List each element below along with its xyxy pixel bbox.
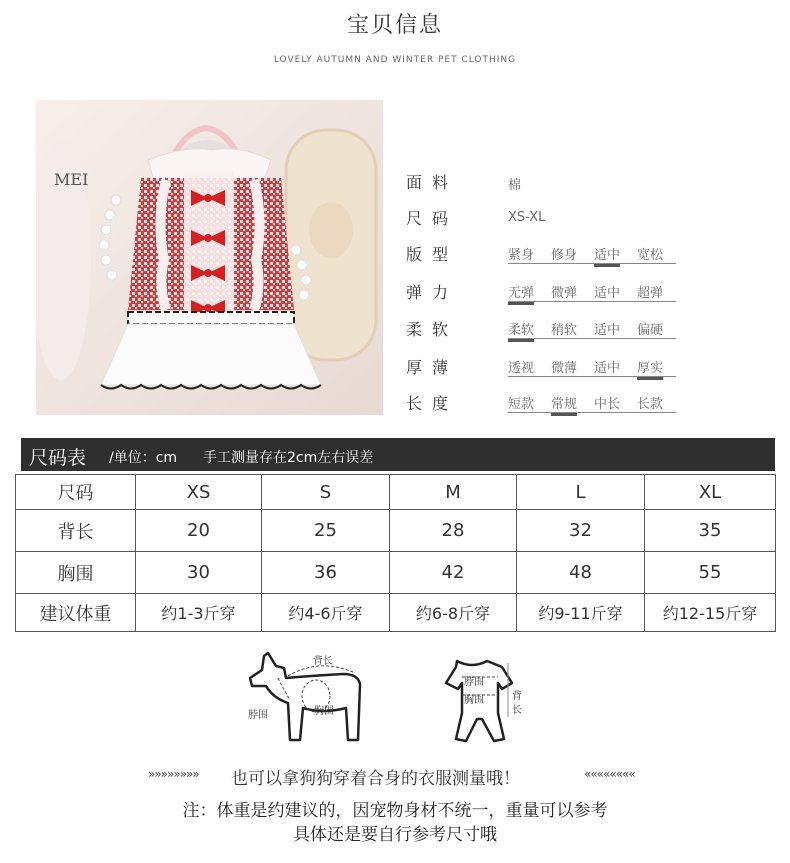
- svg-text:MEI: MEI: [54, 170, 89, 189]
- table-cell: XL: [645, 475, 776, 510]
- size-chart-note: 手工测量存在2cm左右误差: [203, 450, 374, 466]
- clothing-measure-diagram: [432, 655, 532, 750]
- decorative-arrows-right: ««««««««: [584, 767, 635, 781]
- attr-options: [508, 276, 676, 302]
- table-row: [16, 475, 776, 510]
- option: 微薄: [551, 361, 578, 376]
- pet-dress-illustration: [36, 100, 383, 415]
- option: 长款: [637, 397, 664, 412]
- table-cell: 35: [645, 510, 776, 552]
- attr-row-size: [406, 202, 706, 232]
- attr-row-thickness: [406, 351, 706, 381]
- size-chart-title: 尺码表: [29, 447, 87, 469]
- label-chest: 胸围: [464, 695, 484, 706]
- attr-row-elasticity: [406, 276, 706, 306]
- header-accent: [15, 438, 21, 471]
- table-cell: 55: [645, 552, 776, 594]
- option: 超弹: [637, 286, 664, 301]
- dog-outline-icon: [248, 648, 368, 748]
- table-cell: M: [390, 475, 517, 510]
- table-row: [16, 594, 776, 632]
- attr-options: [508, 238, 676, 264]
- page-title: 宝贝信息: [346, 13, 443, 38]
- table-cell: 约9-11斤穿: [517, 594, 645, 632]
- table-cell: 28: [390, 510, 517, 552]
- option-selected: 厚实: [637, 357, 663, 376]
- table-cell: 建议体重: [16, 594, 136, 632]
- weight-note-line-1: 注：体重是约建议的，因宠物身材不统一，重量可以参考: [182, 801, 608, 821]
- option: 紧身: [508, 248, 535, 263]
- attr-label: 面料: [406, 173, 459, 192]
- label-neck: 脖围: [464, 677, 484, 688]
- attr-value: XS-XL: [508, 210, 546, 225]
- option: 修身: [551, 248, 578, 263]
- weight-note-line-2: 具体还是要自行参考尺寸哦: [293, 825, 497, 845]
- table-cell: 48: [517, 552, 645, 594]
- table-cell: 尺码: [16, 475, 136, 510]
- table-cell: 约1-3斤穿: [136, 594, 262, 632]
- table-cell: 胸围: [16, 552, 136, 594]
- option: 透视: [508, 361, 535, 376]
- option: 适中: [594, 286, 621, 301]
- attr-options: [508, 387, 676, 413]
- size-table: [15, 474, 776, 632]
- option-selected: 无弹: [508, 282, 534, 301]
- decorative-arrows-left: »»»»»»»»: [148, 767, 199, 781]
- option-selected: 柔软: [508, 319, 534, 338]
- option: 短款: [508, 397, 535, 412]
- attr-options: [508, 313, 676, 339]
- size-chart-unit: /单位：cm: [109, 450, 178, 466]
- option: 宽松: [637, 248, 664, 263]
- label-neck: 脖围: [248, 710, 268, 721]
- measure-tip-row: [0, 764, 790, 789]
- label-back: 背: [512, 691, 522, 702]
- table-cell: 25: [262, 510, 390, 552]
- option: 偏硬: [637, 323, 664, 338]
- attr-label: 厚薄: [406, 358, 459, 377]
- size-chart-header: [15, 438, 775, 471]
- table-cell: 20: [136, 510, 262, 552]
- table-cell: 约4-6斤穿: [262, 594, 390, 632]
- table-cell: 36: [262, 552, 390, 594]
- attr-label: 尺码: [406, 209, 459, 228]
- table-cell: L: [517, 475, 645, 510]
- table-cell: 约12-15斤穿: [645, 594, 776, 632]
- option: 中长: [594, 397, 621, 412]
- table-row: [16, 510, 776, 552]
- attr-label: 柔软: [406, 320, 459, 339]
- label-back-length: 背长: [313, 656, 333, 667]
- table-cell: XS: [136, 475, 262, 510]
- table-cell: 约6-8斤穿: [390, 594, 517, 632]
- label-chest: 胸围: [314, 706, 334, 717]
- option: 适中: [594, 361, 621, 376]
- product-photo: [36, 100, 383, 415]
- table-cell: 30: [136, 552, 262, 594]
- table-cell: S: [262, 475, 390, 510]
- attr-label: 弹力: [406, 283, 459, 302]
- attr-label: 版型: [406, 245, 459, 264]
- option: 微弹: [551, 286, 578, 301]
- attr-row-material: [406, 166, 706, 196]
- table-cell: 32: [517, 510, 645, 552]
- page-subtitle: LOVELY AUTUMN AND WINTER PET CLOTHING: [273, 55, 517, 65]
- table-cell: 42: [390, 552, 517, 594]
- label-length: 长: [512, 705, 522, 716]
- attr-row-length: [406, 387, 706, 417]
- dog-measure-diagram: [248, 648, 368, 748]
- attr-row-softness: [406, 313, 706, 343]
- table-row: [16, 552, 776, 594]
- option-selected: 适中: [594, 244, 620, 263]
- option: 稍软: [551, 323, 578, 338]
- measure-tip: 也可以拿狗狗穿着合身的衣服测量哦！: [231, 769, 520, 789]
- attr-label: 长度: [406, 394, 459, 413]
- option: 适中: [594, 323, 621, 338]
- attr-value: 棉: [508, 178, 522, 193]
- attr-row-fit: [406, 238, 706, 268]
- option-selected: 常规: [551, 393, 577, 412]
- attr-options: [508, 351, 676, 377]
- table-cell: 背长: [16, 510, 136, 552]
